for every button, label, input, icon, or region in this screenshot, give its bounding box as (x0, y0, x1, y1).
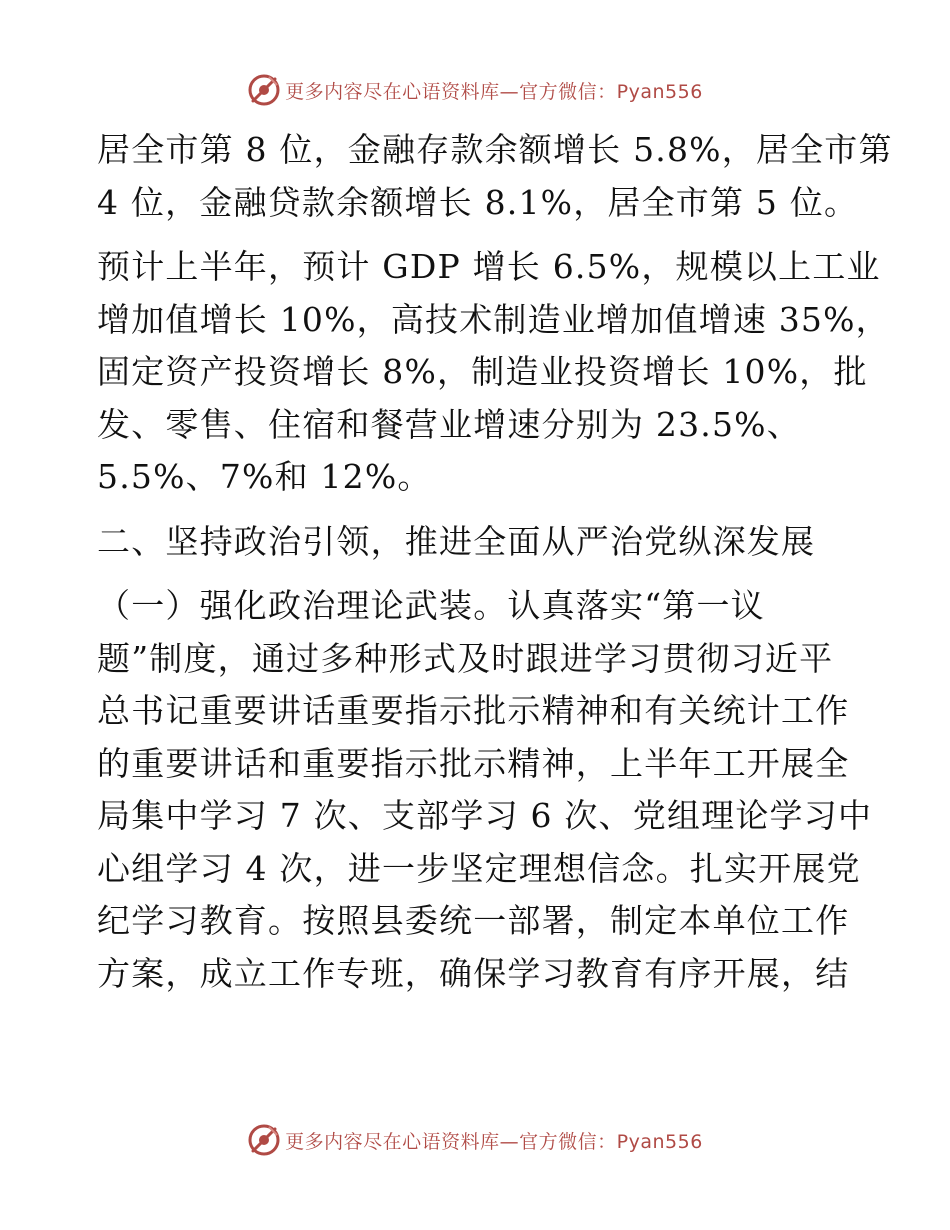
logo-icon (247, 1123, 281, 1157)
section-heading (97, 516, 857, 569)
text-line: 固定资产投资增长 8%，制造业投资增长 10%，批 (97, 352, 868, 391)
paragraph-theory-study (97, 580, 873, 1000)
text-line: 方案，成立工作专班，确保学习教育有序开展，结 (97, 953, 850, 993)
heading-line: 二、坚持政治引领，推进全面从严治党纵深发展 (97, 521, 816, 561)
footer-watermark (0, 1120, 950, 1160)
text-line: 心组学习 4 次，进一步坚定理想信念。扎实开展党 (97, 848, 861, 888)
watermark-text: 更多内容尽在心语资料库—官方微信：Pyan556 (285, 80, 703, 103)
header-watermark (0, 70, 950, 110)
text-line: 总书记重要讲话重要指示批示精神和有关统计工作 (97, 691, 850, 730)
text-line: 5.5%、7%和 12%。 (97, 457, 432, 496)
text-line: （一）强化政治理论武装。认真落实“第一议 (97, 586, 765, 625)
text-line: 局集中学习 7 次、支部学习 6 次、党组理论学习中 (97, 796, 873, 835)
document-body (97, 124, 893, 1000)
text-line: 居全市第 8 位，金融存款余额增长 5.8%，居全市第 (97, 130, 893, 169)
text-line: 纪学习教育。按照县委统一部署，制定本单位工作 (97, 901, 850, 940)
text-line: 预计上半年，预计 GDP 增长 6.5%，规模以上工业 (97, 247, 881, 286)
watermark-text: 更多内容尽在心语资料库—官方微信：Pyan556 (285, 1130, 703, 1153)
text-line: 题”制度，通过多种形式及时跟进学习贯彻习近平 (97, 638, 834, 678)
text-line: 的重要讲话和重要指示批示精神，上半年工开展全 (97, 743, 850, 783)
paragraph-rankings (97, 124, 893, 229)
text-line: 发、零售、住宿和餐营业增速分别为 23.5%、 (97, 404, 801, 444)
logo-icon (247, 73, 281, 107)
text-line: 4 位，金融贷款余额增长 8.1%，居全市第 5 位。 (97, 182, 859, 222)
paragraph-forecast (97, 241, 890, 504)
text-line: 增加值增长 10%，高技术制造业增加值增速 35%， (97, 299, 890, 339)
